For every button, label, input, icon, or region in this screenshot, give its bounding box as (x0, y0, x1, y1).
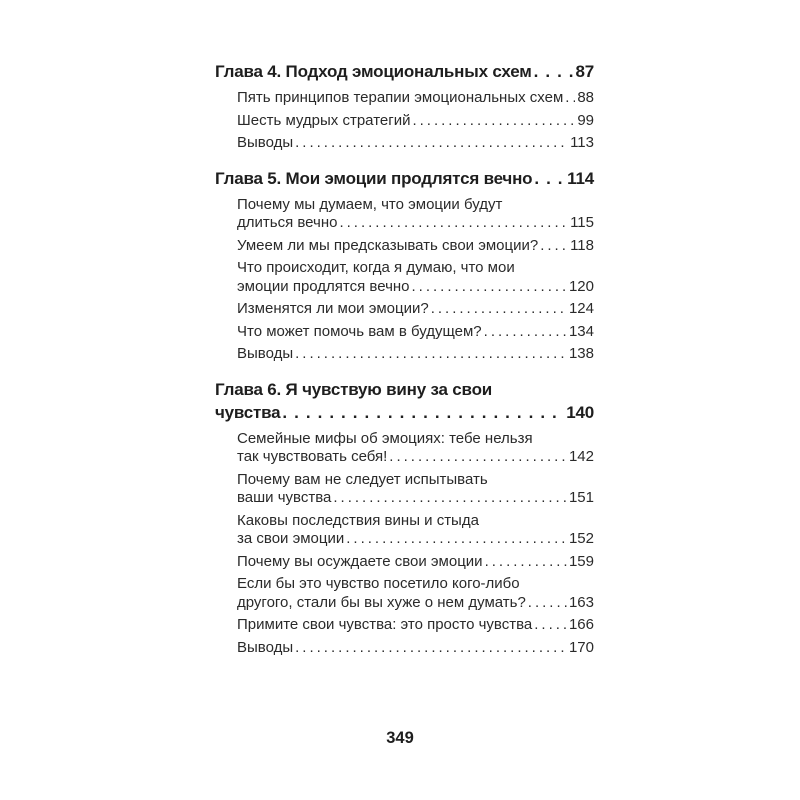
toc-entry (215, 196, 594, 233)
dot-leader (532, 616, 567, 635)
toc-entry (215, 112, 594, 131)
chapter-title-line: чувства (215, 402, 281, 422)
dot-leader (410, 112, 575, 131)
toc-entry-page: 166 (568, 616, 594, 633)
toc-entry (215, 89, 594, 108)
dot-leader (532, 60, 574, 83)
toc-entry-line: другого, стали бы вы хуже о нем думать? (237, 593, 526, 611)
toc-entry (215, 134, 594, 153)
dot-leader (337, 214, 568, 233)
chapter-title-line: Глава 6. Я чувствую вину за свои (215, 379, 493, 399)
toc-chapter-5 (215, 167, 594, 364)
toc-entry-line: Семейные мифы об эмоциях: тебе нельзя (237, 429, 533, 447)
chapter-title: Глава 5. Мои эмоции продлятся вечно (215, 168, 533, 188)
toc-entry (215, 259, 594, 296)
toc-chapter-6 (215, 378, 594, 658)
toc-entry-title: Примите свои чувства: это просто чувства (237, 616, 533, 633)
dot-leader (483, 553, 567, 572)
toc-entry-line: за свои эмоции (237, 530, 345, 547)
toc-entry (215, 553, 594, 572)
toc-entry-page: 152 (568, 530, 594, 547)
toc-entry-page: 99 (577, 111, 594, 129)
toc-entry-page: 118 (570, 236, 594, 254)
toc-entry-title: Что может помочь вам в будущем? (237, 322, 482, 340)
chapter-title: Глава 4. Подход эмоциональных схем (215, 62, 532, 81)
toc-entry (215, 471, 594, 508)
toc-entry-title: Пять принципов терапии эмоциональных схем (237, 89, 564, 106)
folio-page-number: 349 (386, 729, 414, 747)
toc-entry-page: 115 (570, 214, 594, 231)
toc-entry-page: 113 (570, 134, 594, 151)
toc-entry-line: Что происходит, когда я думаю, что мои (237, 259, 515, 276)
toc-entry-title: Выводы (237, 345, 294, 362)
toc-entry-line: Если бы это чувство посетило кого-либо (237, 575, 520, 592)
toc-entry-line: эмоции продлятся вечно (237, 277, 410, 295)
toc-entry (215, 616, 594, 635)
toc-entry-title: Шесть мудрых стратегий (237, 111, 411, 129)
toc-entry (215, 512, 594, 549)
chapter-heading (215, 167, 594, 190)
toc-entry-line: так чувствовать себя! (237, 448, 388, 465)
toc-entry-page: 151 (568, 489, 594, 506)
dot-leader (482, 323, 567, 342)
chapter-page-number: 87 (575, 62, 594, 81)
toc-entry (215, 300, 594, 319)
toc-entry-page: 88 (577, 89, 594, 106)
dot-leader (526, 594, 567, 613)
chapter-page-number: 114 (567, 168, 594, 188)
toc-chapter-4 (215, 60, 594, 153)
toc-entry-line: ваши чувства (237, 489, 332, 506)
toc-entry-title: Выводы (237, 134, 294, 151)
toc-entry-page: 142 (568, 448, 594, 465)
dot-leader (293, 345, 567, 364)
toc-entry (215, 345, 594, 364)
toc-entry (215, 575, 594, 612)
toc-entry-page: 163 (568, 593, 594, 611)
toc-entry-line: Каковы последствия вины и стыда (237, 511, 479, 529)
dot-leader (293, 134, 568, 153)
toc-entry-title: Выводы (237, 638, 294, 656)
dot-leader (410, 278, 567, 297)
dot-leader (563, 89, 575, 108)
toc-entry-page: 170 (568, 638, 594, 656)
toc-entry-page: 120 (568, 277, 594, 295)
dot-leader (532, 167, 565, 190)
toc-entry-line: длиться вечно (237, 214, 338, 231)
dot-leader (538, 237, 568, 256)
toc-entry-line: Почему мы думаем, что эмоции будут (237, 195, 503, 213)
toc-entry (215, 430, 594, 467)
dot-leader (331, 489, 567, 508)
toc-entry (215, 237, 594, 256)
chapter-heading (215, 60, 594, 83)
toc-entry-title: Умеем ли мы предсказывать свои эмоции? (237, 236, 539, 254)
toc-entry-page: 134 (568, 322, 594, 340)
page-footer (0, 729, 800, 748)
toc-entry (215, 323, 594, 342)
chapter-heading (215, 378, 594, 424)
toc-entry-line: Почему вам не следует испытывать (237, 470, 488, 488)
toc-entry-page: 124 (568, 300, 594, 317)
toc-entry-page: 159 (568, 552, 594, 570)
dot-leader (344, 530, 567, 549)
dot-leader (387, 448, 567, 467)
toc-entry-title: Изменятся ли мои эмоции? (237, 300, 429, 317)
dot-leader (280, 401, 564, 424)
dot-leader (293, 639, 567, 658)
table-of-contents (215, 60, 594, 661)
toc-entry-page: 138 (568, 345, 594, 362)
toc-entry (215, 639, 594, 658)
dot-leader (429, 300, 567, 319)
chapter-page-number: 140 (566, 402, 594, 422)
toc-entry-title: Почему вы осуждаете свои эмоции (237, 552, 483, 570)
